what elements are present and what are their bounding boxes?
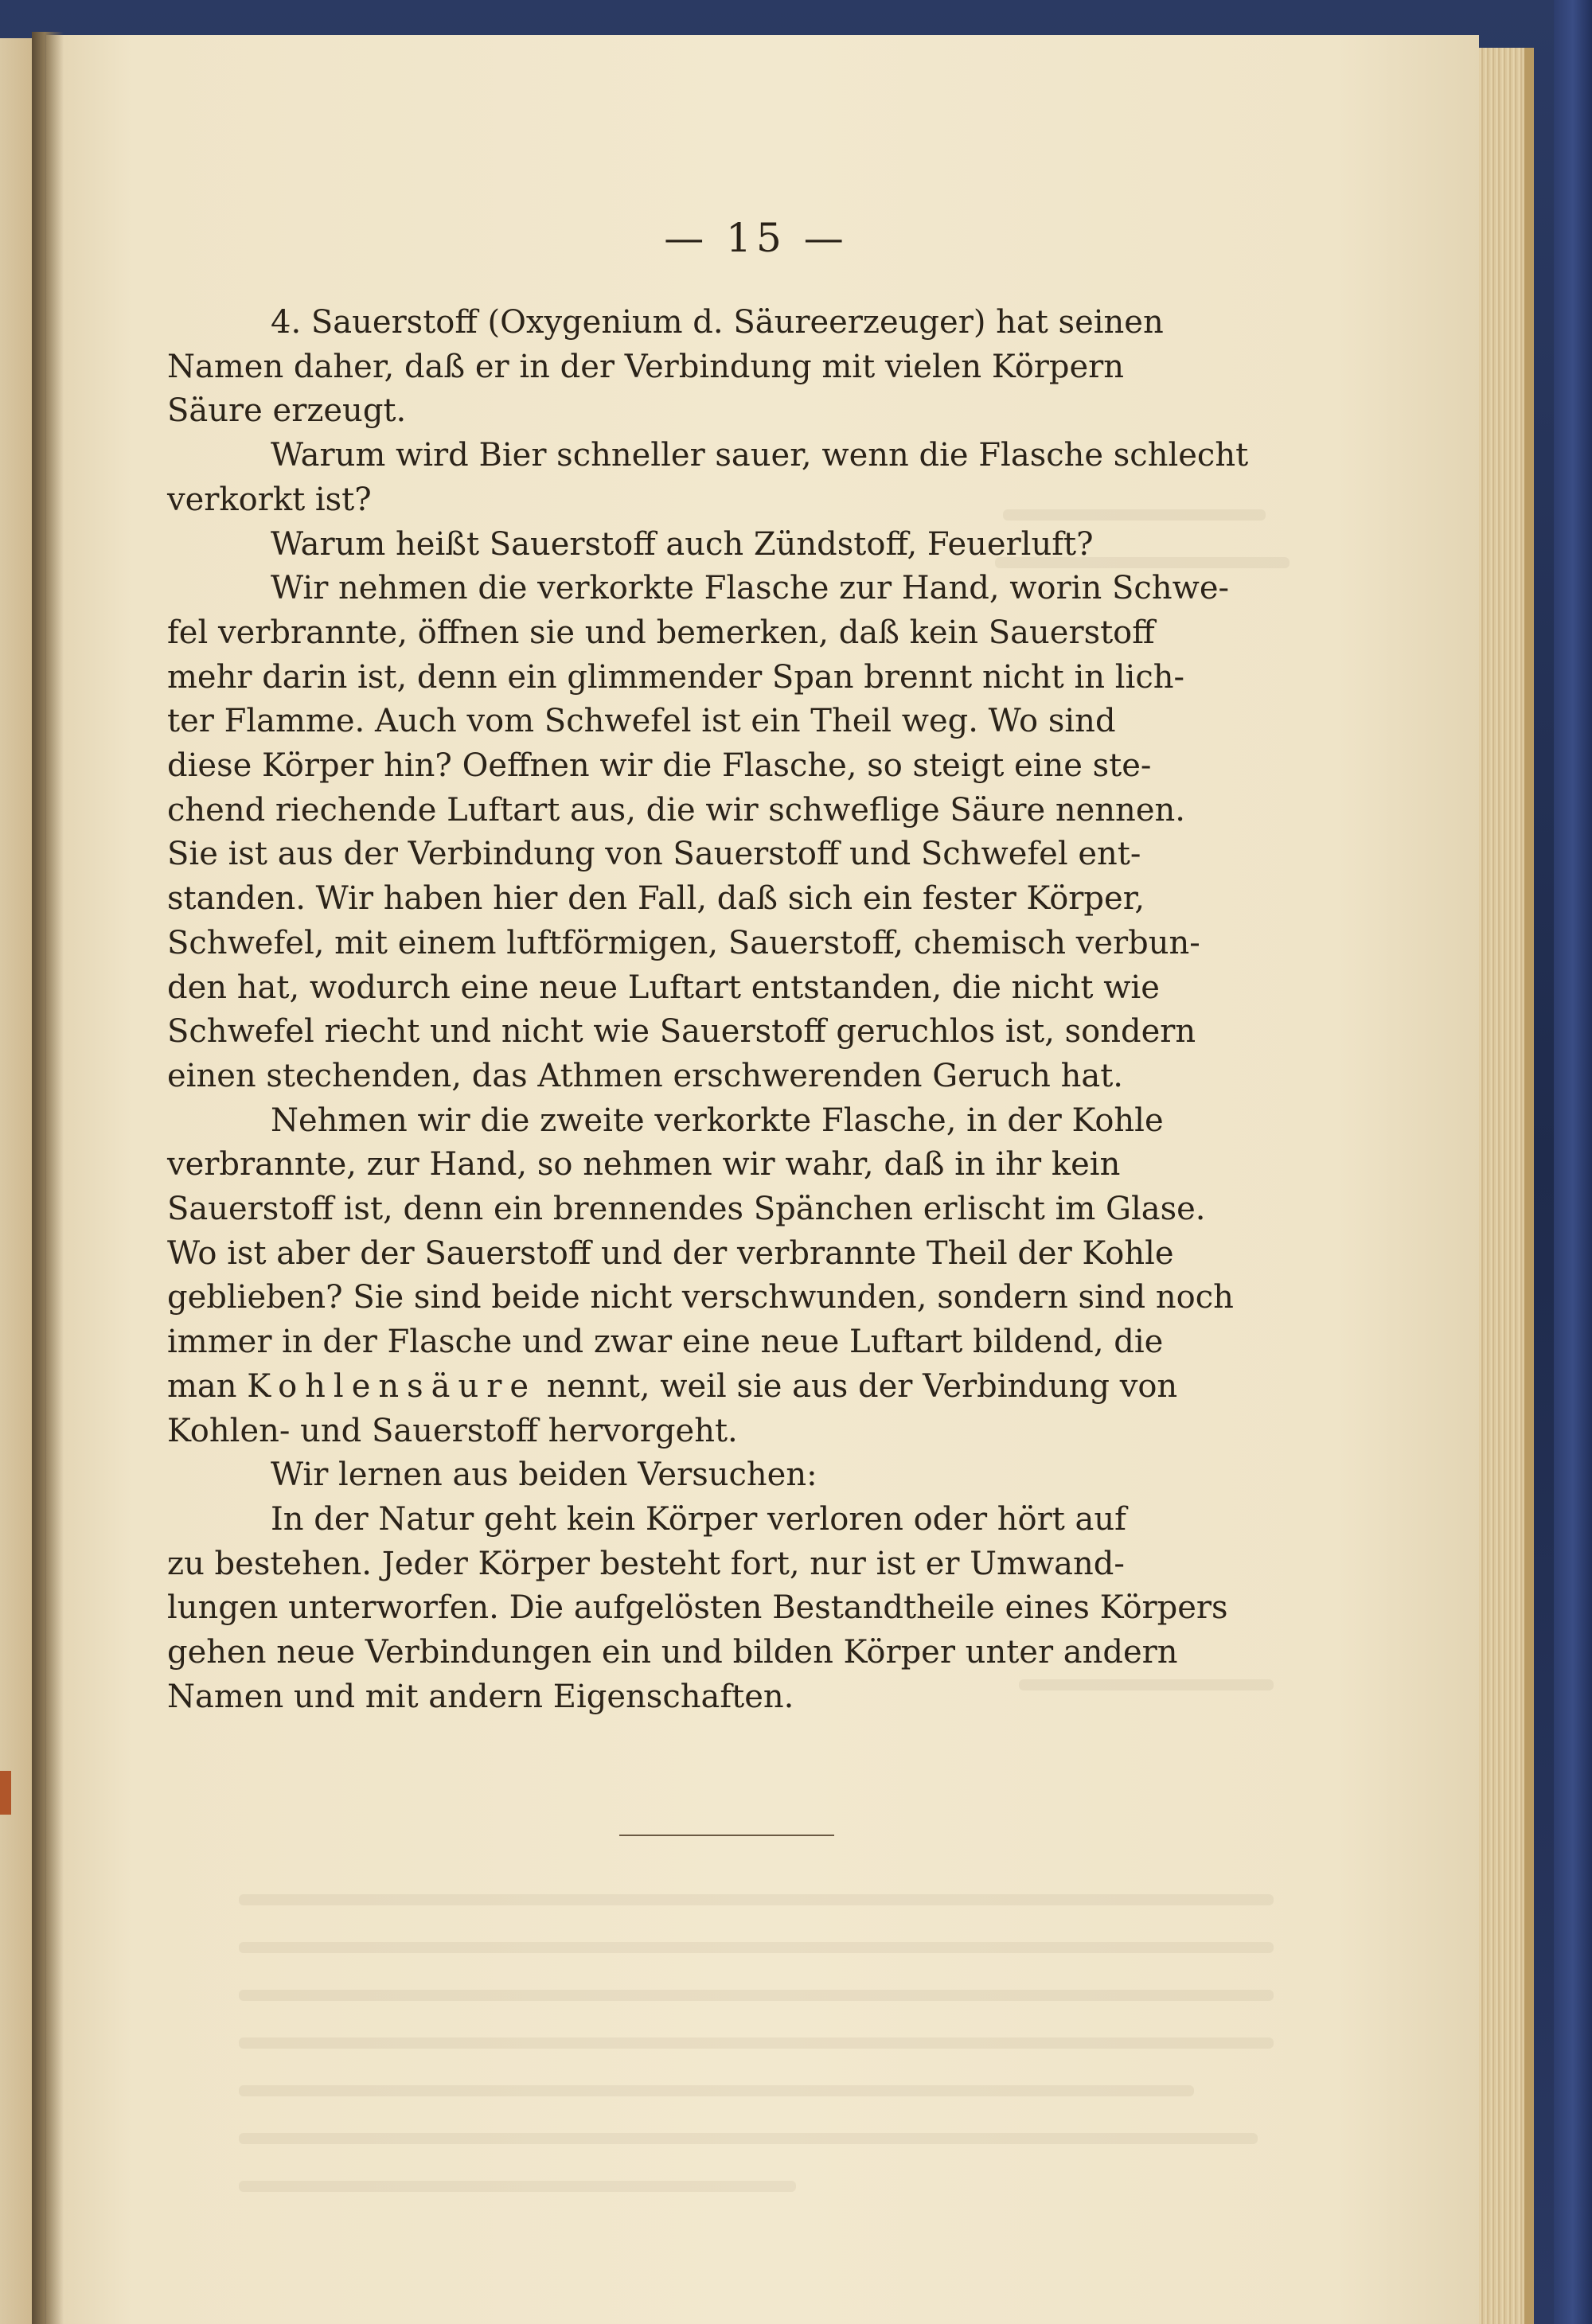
text-line: geblieben? Sie sind beide nicht verschwunden, sondern sind noch [167, 1279, 1234, 1316]
page-stack-shadow [1524, 48, 1534, 2324]
text-line: diese Körper hin? Oeffnen wir die Flasche, so steigt eine ste- [167, 747, 1152, 785]
page-stack [1473, 48, 1528, 2324]
text-line: mehr darin ist, denn ein glimmender Span brennt nicht in lich- [167, 658, 1185, 696]
text-span: man [167, 1367, 248, 1405]
cover-edge [1554, 0, 1592, 2324]
text-line: immer in der Flasche und zwar eine neue Luftart bildend, die [167, 1324, 1164, 1361]
text-line: Wir nehmen die verkorkte Flasche zur Hand, worin Schwe- [271, 570, 1230, 607]
text-line: Kohlen- und Sauerstoff hervorgeht. [167, 1412, 738, 1449]
page-body [167, 301, 1290, 1720]
text-line: Sauerstoff ist, denn ein brennendes Spänchen erlischt im Glase. [167, 1191, 1206, 1228]
paragraph-question-zuendstoff [167, 523, 1290, 567]
text-line: chend riechende Luftart aus, die wir schweflige Säure nennen. [167, 791, 1185, 829]
paragraph-natur [167, 1498, 1290, 1720]
text-line: Wo ist aber der Sauerstoff und der verbrannte Theil der Kohle [167, 1234, 1174, 1272]
text-line: Nehmen wir die zweite verkorkte Flasche, in der Kohle [271, 1102, 1164, 1139]
text-line: einen stechenden, das Athmen erschwerenden Geruch hat. [167, 1057, 1123, 1094]
paragraph-schwefel [167, 567, 1290, 1098]
paragraph-question-bier [167, 434, 1290, 522]
text-span: nennt, weil sie aus der Verbindung von [537, 1367, 1178, 1405]
text-line: Namen daher, daß er in der Verbindung mit vielen Körpern [167, 348, 1125, 385]
text-line [167, 1365, 1290, 1410]
paragraph-kohle [167, 1099, 1290, 1454]
text-line: Warum wird Bier schneller sauer, wenn die Flasche schlecht [271, 437, 1249, 474]
text-line: Schwefel riecht und nicht wie Sauerstoff geruchlos ist, sondern [167, 1013, 1196, 1051]
text-line: ter Flamme. Auch vom Schwefel ist ein Theil weg. Wo sind [167, 703, 1116, 740]
text-line: In der Natur geht kein Körper verloren oder hört auf [271, 1500, 1126, 1538]
text-line: fel verbrannte, öffnen sie und bemerken, daß kein Sauerstoff [167, 614, 1155, 651]
text-line: verbrannte, zur Hand, so nehmen wir wahr, daß in ihr kein [167, 1146, 1121, 1183]
text-line: gehen neue Verbindungen ein und bilden Körper unter andern [167, 1634, 1178, 1671]
section-divider [619, 1835, 834, 1836]
text-line: verkorkt ist? [167, 481, 372, 518]
text-line: Warum heißt Sauerstoff auch Zündstoff, Feuerluft? [271, 525, 1094, 563]
text-line: Schwefel, mit einem luftförmigen, Sauerstoff, chemisch verbun- [167, 924, 1200, 961]
text-line: 4. Sauerstoff (Oxygenium d. Säureerzeuger) hat seinen [271, 304, 1164, 341]
paragraph-versuche [167, 1453, 1290, 1498]
paragraph-sauerstoff [167, 301, 1290, 434]
text-line: zu bestehen. Jeder Körper besteht fort, nur ist er Umwand- [167, 1545, 1125, 1582]
text-line: Wir lernen aus beiden Versuchen: [271, 1456, 817, 1494]
text-line: standen. Wir haben hier den Fall, daß sich ein fester Körper, [167, 880, 1145, 918]
text-line: Sie ist aus der Verbindung von Sauerstoff und Schwefel ent- [167, 836, 1141, 873]
text-line: Namen und mit andern Eigenschaften. [167, 1678, 794, 1715]
ribbon-marker [0, 1771, 11, 1815]
spaced-term: Kohlensäure [247, 1367, 537, 1405]
text-line: Säure erzeugt. [167, 392, 407, 430]
page-number: — 15 — [664, 215, 849, 261]
text-line: lungen unterworfen. Die aufgelösten Bestandtheile eines Körpers [167, 1589, 1228, 1627]
page-gutter [32, 32, 64, 2324]
text-line: den hat, wodurch eine neue Luftart entstanden, die nicht wie [167, 969, 1160, 1006]
